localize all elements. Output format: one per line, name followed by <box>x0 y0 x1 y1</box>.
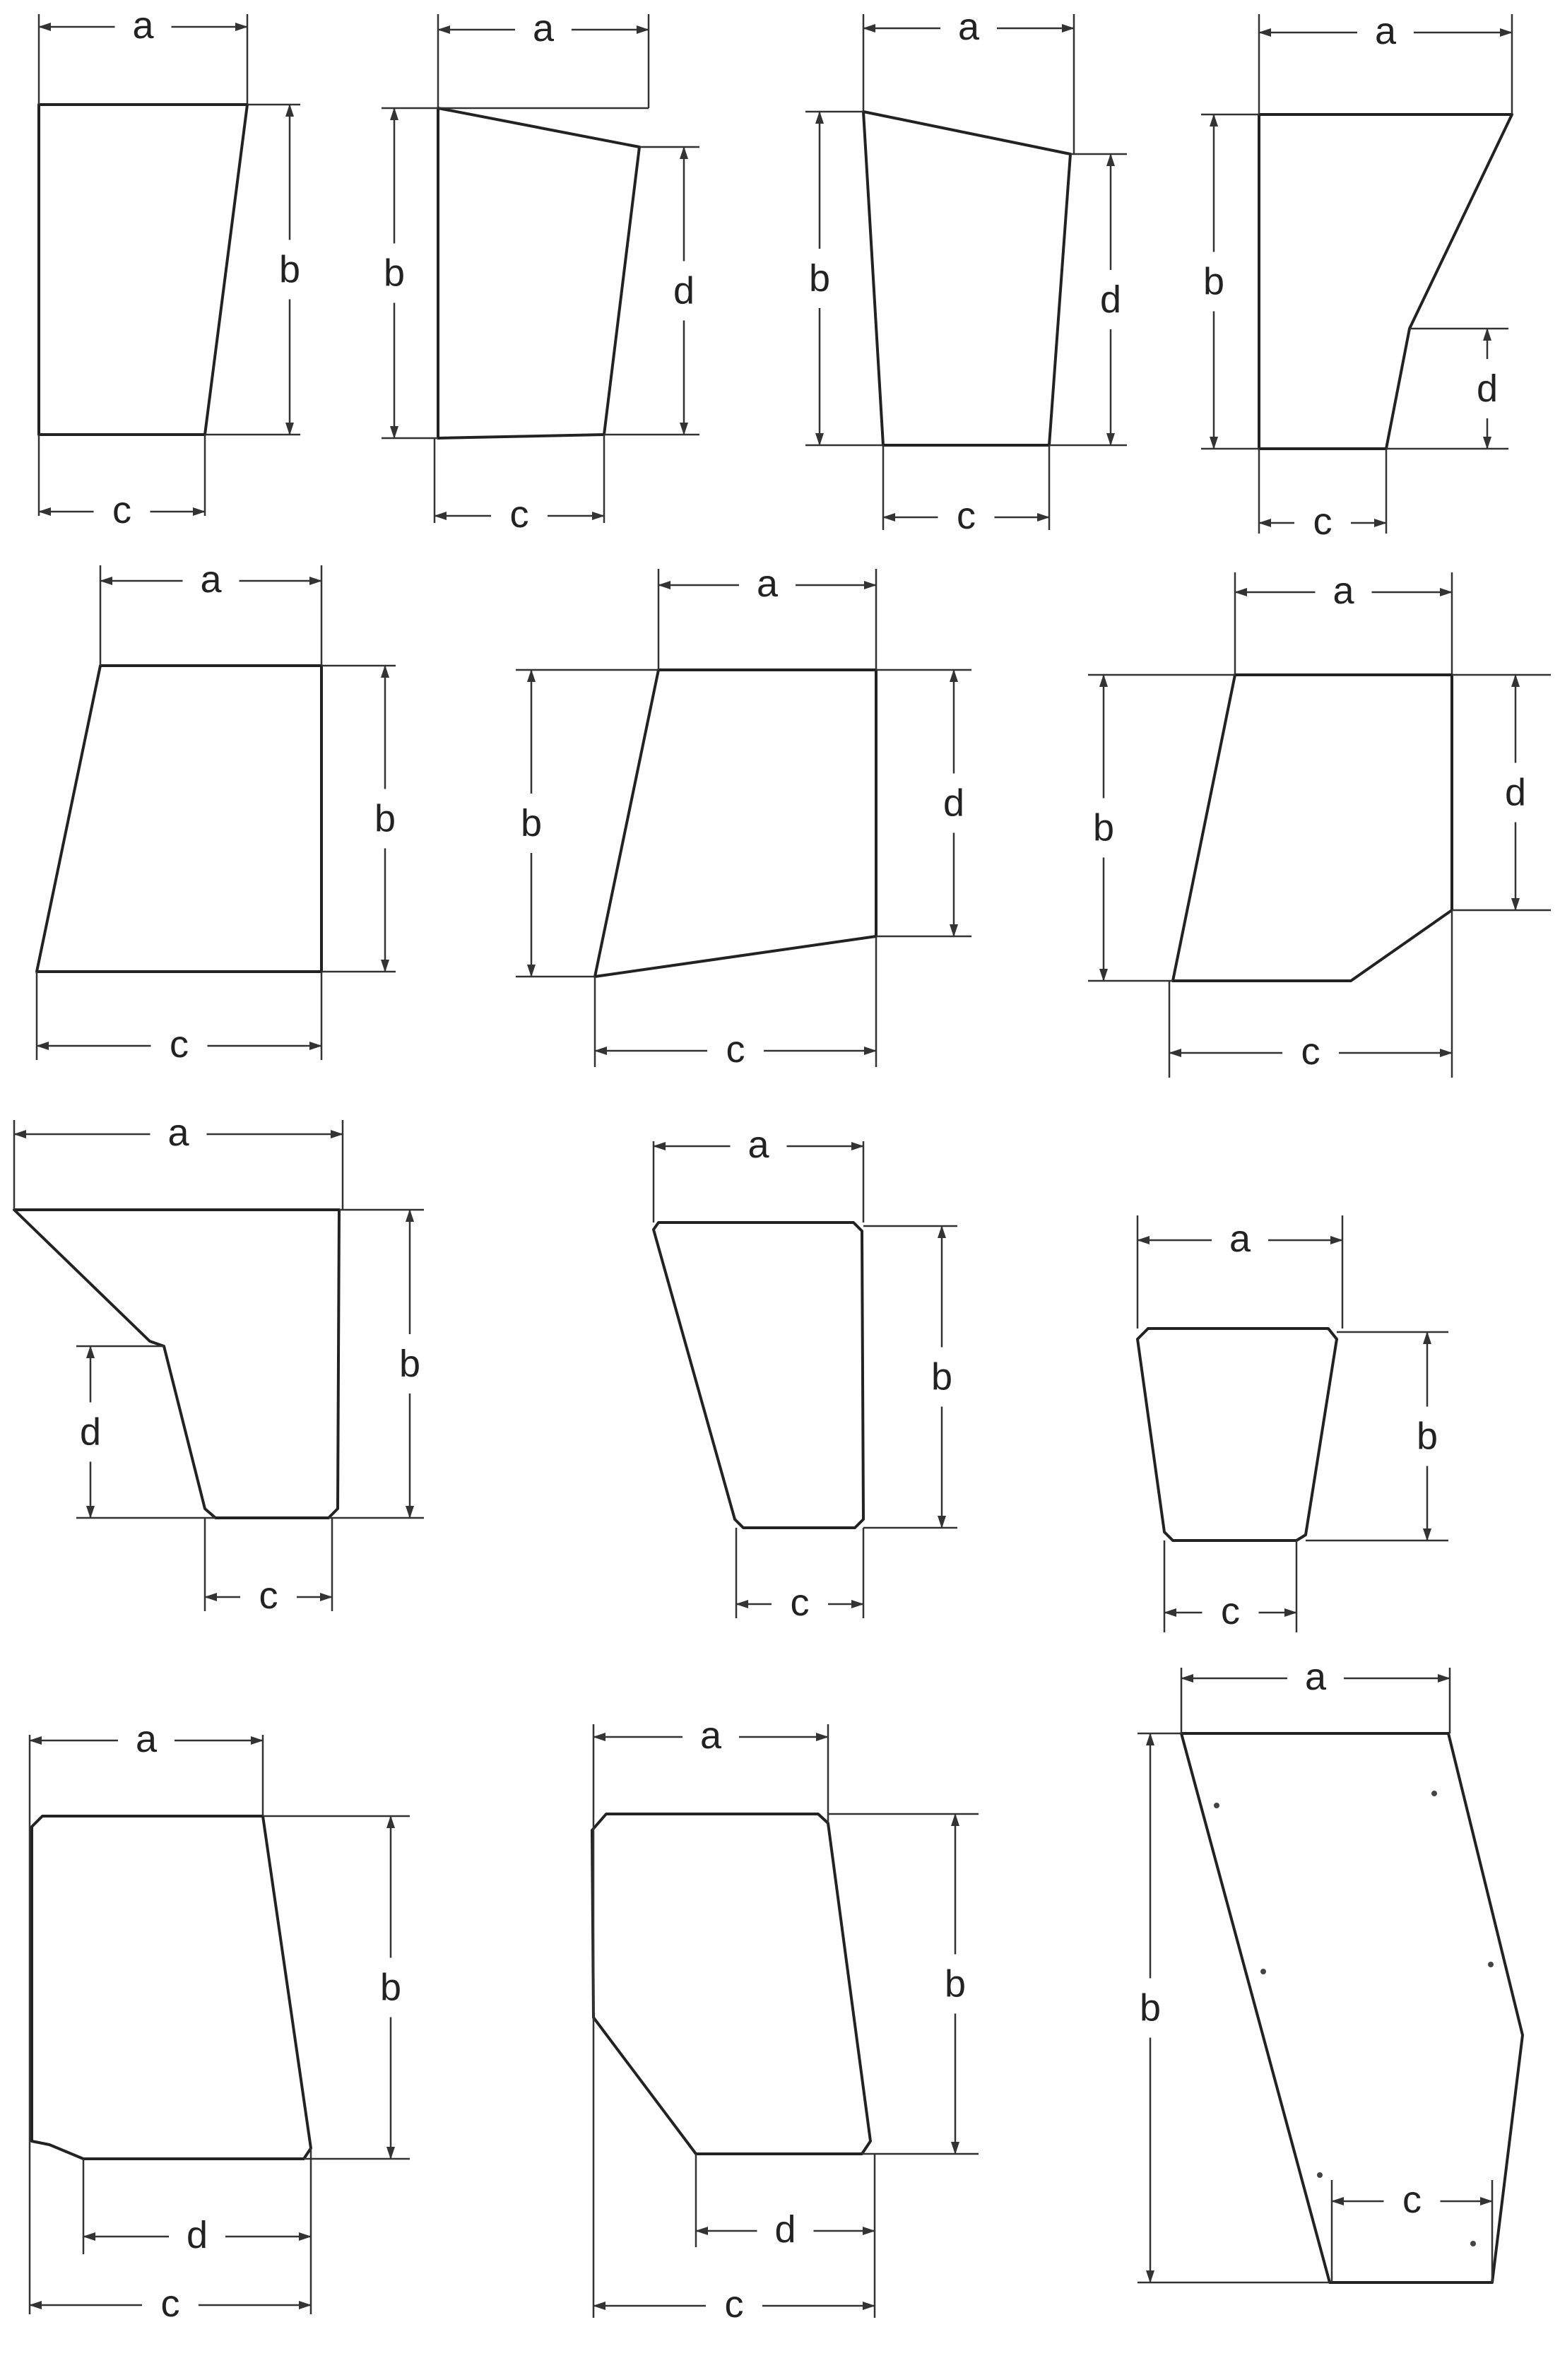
speck <box>1214 1803 1219 1808</box>
shape-outline <box>1138 1329 1337 1540</box>
dimension-label-b: b <box>398 1343 421 1385</box>
dimension-label-b: b <box>930 1355 953 1398</box>
shape-outline <box>1173 675 1452 981</box>
shape-outline <box>438 108 639 438</box>
dimension-label-d: d <box>1099 278 1122 321</box>
dimension-label-c: c <box>1221 1590 1240 1632</box>
shape-5 <box>37 558 396 1066</box>
dimension-label-c: c <box>160 2282 180 2325</box>
dimension-label-d: d <box>673 269 695 312</box>
shape-outline <box>654 1223 863 1528</box>
dimension-label-a: a <box>132 4 154 47</box>
dimension-label-b: b <box>374 797 396 840</box>
shape-outline <box>1259 114 1512 449</box>
dimension-label-a: a <box>532 7 555 49</box>
dimension-label-a: a <box>1229 1218 1251 1260</box>
dimension-label-c: c <box>790 1581 810 1624</box>
speck <box>1488 1962 1494 1967</box>
shape-10 <box>1138 1215 1448 1632</box>
dimension-label-c: c <box>957 495 976 537</box>
shape-9 <box>654 1124 957 1624</box>
dimension-label-a: a <box>957 6 980 48</box>
dimension-label-c: c <box>170 1023 189 1066</box>
shape-11 <box>30 1718 410 2325</box>
shape-outline <box>863 112 1070 445</box>
dimension-label-b: b <box>1092 806 1115 849</box>
dimension-label-d: d <box>186 2214 208 2256</box>
dimension-label-c: c <box>724 2283 744 2326</box>
dimension-label-c: c <box>726 1028 745 1071</box>
shape-7 <box>1088 570 1551 1078</box>
dimension-label-b: b <box>944 1962 967 2005</box>
shape-outline <box>37 666 321 972</box>
speck <box>1470 2241 1476 2246</box>
dimension-label-d: d <box>1504 771 1527 814</box>
dimension-label-d: d <box>1476 367 1499 410</box>
dimension-label-a: a <box>699 1714 722 1757</box>
shape-outline <box>39 105 247 435</box>
dimension-label-c: c <box>1301 1030 1320 1073</box>
shape-outline <box>1181 1733 1523 2282</box>
dimension-label-d: d <box>774 2208 796 2251</box>
dimension-label-c: c <box>112 489 131 531</box>
dimension-label-b: b <box>1416 1415 1438 1458</box>
shape-outline <box>595 670 876 977</box>
dimension-label-b: b <box>808 257 831 300</box>
shape-13 <box>1138 1656 1523 2282</box>
dimension-label-a: a <box>756 562 779 605</box>
dimension-label-c: c <box>259 1574 278 1617</box>
dimension-label-a: a <box>1304 1656 1327 1698</box>
dimension-label-a: a <box>200 558 222 601</box>
shape-2 <box>382 7 699 536</box>
dimension-label-b: b <box>520 802 543 844</box>
speck <box>1431 1791 1437 1796</box>
shape-3 <box>805 6 1127 537</box>
dimension-label-a: a <box>167 1112 189 1154</box>
dimension-label-b: b <box>278 248 301 291</box>
dimension-label-a: a <box>748 1124 769 1166</box>
shape-6 <box>516 562 971 1071</box>
shape-4 <box>1201 10 1512 543</box>
shape-1 <box>39 4 300 531</box>
dimension-label-a: a <box>1332 570 1354 612</box>
dimension-label-c: c <box>1313 500 1332 543</box>
dimension-label-a: a <box>1374 10 1397 52</box>
dimension-label-a: a <box>135 1718 158 1760</box>
speck <box>1317 2172 1323 2178</box>
shape-outline <box>592 1814 870 2154</box>
shape-outline <box>14 1210 339 1518</box>
dimension-label-d: d <box>79 1410 102 1454</box>
dimension-label-b: b <box>1202 260 1225 303</box>
speck <box>1260 1969 1266 1974</box>
dimension-label-b: b <box>1139 1986 1162 2030</box>
dimension-label-c: c <box>509 493 529 536</box>
shape-outline <box>32 1816 311 2159</box>
dimension-label-b: b <box>379 1966 402 2009</box>
shape-12 <box>592 1714 979 2326</box>
dimension-label-b: b <box>383 252 406 295</box>
shape-8 <box>14 1112 424 1617</box>
dimension-label-c: c <box>1402 2179 1422 2221</box>
dimension-label-d: d <box>942 782 965 825</box>
